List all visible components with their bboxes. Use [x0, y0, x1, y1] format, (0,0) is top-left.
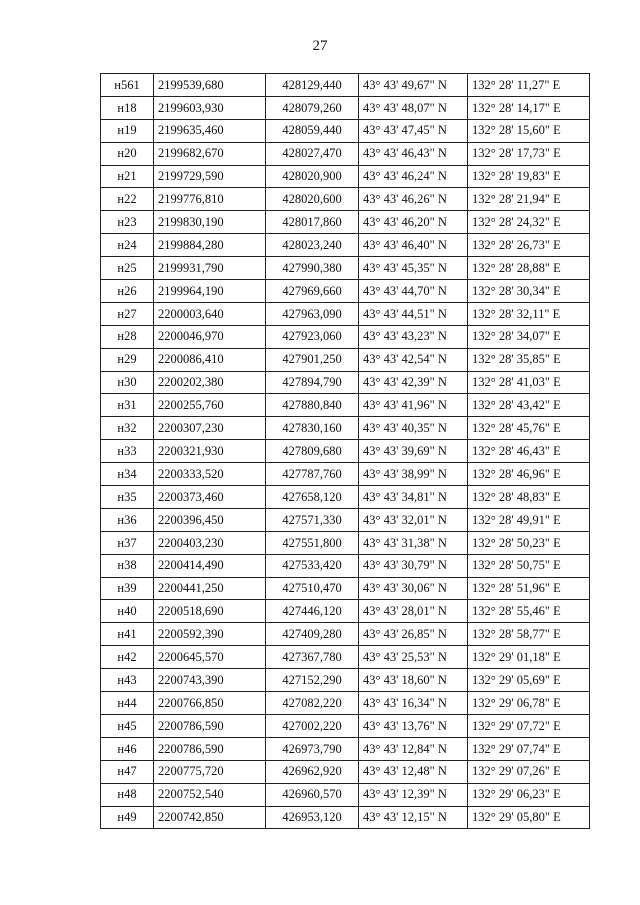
longitude-cell: 132° 29' 07,72" E	[468, 714, 590, 737]
table-row	[101, 142, 590, 165]
point-id-cell: н28	[101, 325, 154, 348]
table-row	[101, 646, 590, 669]
table-row	[101, 806, 590, 829]
latitude-cell: 43° 43' 26,85" N	[359, 623, 468, 646]
y-coordinate-cell: 427894,790	[266, 371, 359, 394]
latitude-cell: 43° 43' 18,60" N	[359, 669, 468, 692]
y-coordinate-cell: 428129,440	[266, 74, 359, 97]
point-id-cell: н42	[101, 646, 154, 669]
x-coordinate-cell: 2200373,460	[154, 486, 266, 509]
x-coordinate-cell: 2200003,640	[154, 302, 266, 325]
point-id-cell: н39	[101, 577, 154, 600]
longitude-cell: 132° 28' 48,83" E	[468, 486, 590, 509]
point-id-cell: н35	[101, 486, 154, 509]
x-coordinate-cell: 2200396,450	[154, 508, 266, 531]
latitude-cell: 43° 43' 12,39" N	[359, 783, 468, 806]
longitude-cell: 132° 28' 15,60" E	[468, 119, 590, 142]
point-id-cell: н27	[101, 302, 154, 325]
point-id-cell: н18	[101, 96, 154, 119]
longitude-cell: 132° 28' 45,76" E	[468, 417, 590, 440]
table-row	[101, 74, 590, 97]
latitude-cell: 43° 43' 49,67" N	[359, 74, 468, 97]
longitude-cell: 132° 29' 05,80" E	[468, 806, 590, 829]
longitude-cell: 132° 28' 46,43" E	[468, 440, 590, 463]
table-row	[101, 440, 590, 463]
x-coordinate-cell: 2200414,490	[154, 554, 266, 577]
latitude-cell: 43° 43' 46,40" N	[359, 234, 468, 257]
x-coordinate-cell: 2199964,190	[154, 280, 266, 303]
point-id-cell: н45	[101, 714, 154, 737]
y-coordinate-cell: 427409,280	[266, 623, 359, 646]
longitude-cell: 132° 29' 07,74" E	[468, 737, 590, 760]
latitude-cell: 43° 43' 38,99" N	[359, 463, 468, 486]
latitude-cell: 43° 43' 25,53" N	[359, 646, 468, 669]
x-coordinate-cell: 2200752,540	[154, 783, 266, 806]
longitude-cell: 132° 28' 32,11" E	[468, 302, 590, 325]
latitude-cell: 43° 43' 46,43" N	[359, 142, 468, 165]
point-id-cell: н19	[101, 119, 154, 142]
longitude-cell: 132° 28' 19,83" E	[468, 165, 590, 188]
latitude-cell: 43° 43' 41,96" N	[359, 394, 468, 417]
y-coordinate-cell: 427880,840	[266, 394, 359, 417]
table-row	[101, 531, 590, 554]
x-coordinate-cell: 2199884,280	[154, 234, 266, 257]
x-coordinate-cell: 2199830,190	[154, 211, 266, 234]
coordinates-table	[100, 73, 590, 829]
y-coordinate-cell: 426962,920	[266, 760, 359, 783]
y-coordinate-cell: 427830,160	[266, 417, 359, 440]
y-coordinate-cell: 427446,120	[266, 600, 359, 623]
point-id-cell: н36	[101, 508, 154, 531]
y-coordinate-cell: 426960,570	[266, 783, 359, 806]
y-coordinate-cell: 427923,060	[266, 325, 359, 348]
y-coordinate-cell: 426953,120	[266, 806, 359, 829]
x-coordinate-cell: 2200333,520	[154, 463, 266, 486]
x-coordinate-cell: 2200086,410	[154, 348, 266, 371]
point-id-cell: н561	[101, 74, 154, 97]
point-id-cell: н32	[101, 417, 154, 440]
y-coordinate-cell: 428027,470	[266, 142, 359, 165]
y-coordinate-cell: 427002,220	[266, 714, 359, 737]
table-row	[101, 577, 590, 600]
table-row	[101, 371, 590, 394]
x-coordinate-cell: 2200441,250	[154, 577, 266, 600]
latitude-cell: 43° 43' 30,06" N	[359, 577, 468, 600]
point-id-cell: н37	[101, 531, 154, 554]
x-coordinate-cell: 2200518,690	[154, 600, 266, 623]
y-coordinate-cell: 426973,790	[266, 737, 359, 760]
x-coordinate-cell: 2200775,720	[154, 760, 266, 783]
table-row	[101, 760, 590, 783]
point-id-cell: н30	[101, 371, 154, 394]
table-row	[101, 508, 590, 531]
table-row	[101, 234, 590, 257]
y-coordinate-cell: 428079,260	[266, 96, 359, 119]
latitude-cell: 43° 43' 46,26" N	[359, 188, 468, 211]
table-row	[101, 463, 590, 486]
latitude-cell: 43° 43' 44,70" N	[359, 280, 468, 303]
y-coordinate-cell: 427969,660	[266, 280, 359, 303]
longitude-cell: 132° 28' 55,46" E	[468, 600, 590, 623]
latitude-cell: 43° 43' 31,38" N	[359, 531, 468, 554]
y-coordinate-cell: 427551,800	[266, 531, 359, 554]
table-row	[101, 783, 590, 806]
x-coordinate-cell: 2199729,590	[154, 165, 266, 188]
point-id-cell: н34	[101, 463, 154, 486]
point-id-cell: н24	[101, 234, 154, 257]
latitude-cell: 43° 43' 12,84" N	[359, 737, 468, 760]
table-row	[101, 211, 590, 234]
table-row	[101, 669, 590, 692]
table-row	[101, 165, 590, 188]
table-row	[101, 280, 590, 303]
longitude-cell: 132° 28' 26,73" E	[468, 234, 590, 257]
x-coordinate-cell: 2200046,970	[154, 325, 266, 348]
point-id-cell: н21	[101, 165, 154, 188]
y-coordinate-cell: 427901,250	[266, 348, 359, 371]
y-coordinate-cell: 427082,220	[266, 692, 359, 715]
y-coordinate-cell: 427571,330	[266, 508, 359, 531]
point-id-cell: н49	[101, 806, 154, 829]
longitude-cell: 132° 28' 24,32" E	[468, 211, 590, 234]
y-coordinate-cell: 428020,900	[266, 165, 359, 188]
table-row	[101, 325, 590, 348]
point-id-cell: н23	[101, 211, 154, 234]
latitude-cell: 43° 43' 45,35" N	[359, 257, 468, 280]
longitude-cell: 132° 28' 17,73" E	[468, 142, 590, 165]
table-row	[101, 554, 590, 577]
x-coordinate-cell: 2199635,460	[154, 119, 266, 142]
y-coordinate-cell: 428059,440	[266, 119, 359, 142]
table-row	[101, 417, 590, 440]
longitude-cell: 132° 28' 11,27" E	[468, 74, 590, 97]
table-row	[101, 600, 590, 623]
longitude-cell: 132° 28' 34,07" E	[468, 325, 590, 348]
latitude-cell: 43° 43' 43,23" N	[359, 325, 468, 348]
x-coordinate-cell: 2200786,590	[154, 714, 266, 737]
x-coordinate-cell: 2200307,230	[154, 417, 266, 440]
latitude-cell: 43° 43' 32,01" N	[359, 508, 468, 531]
x-coordinate-cell: 2199682,670	[154, 142, 266, 165]
longitude-cell: 132° 28' 43,42" E	[468, 394, 590, 417]
x-coordinate-cell: 2200645,570	[154, 646, 266, 669]
y-coordinate-cell: 427533,420	[266, 554, 359, 577]
latitude-cell: 43° 43' 48,07" N	[359, 96, 468, 119]
latitude-cell: 43° 43' 16,34" N	[359, 692, 468, 715]
latitude-cell: 43° 43' 42,39" N	[359, 371, 468, 394]
table-row	[101, 486, 590, 509]
longitude-cell: 132° 28' 30,34" E	[468, 280, 590, 303]
longitude-cell: 132° 29' 06,23" E	[468, 783, 590, 806]
x-coordinate-cell: 2200592,390	[154, 623, 266, 646]
x-coordinate-cell: 2200742,850	[154, 806, 266, 829]
table-row	[101, 188, 590, 211]
y-coordinate-cell: 427510,470	[266, 577, 359, 600]
point-id-cell: н44	[101, 692, 154, 715]
longitude-cell: 132° 29' 06,78" E	[468, 692, 590, 715]
y-coordinate-cell: 427152,290	[266, 669, 359, 692]
longitude-cell: 132° 28' 46,96" E	[468, 463, 590, 486]
x-coordinate-cell: 2200743,390	[154, 669, 266, 692]
coordinates-table-body	[101, 74, 590, 829]
longitude-cell: 132° 28' 58,77" E	[468, 623, 590, 646]
longitude-cell: 132° 29' 01,18" E	[468, 646, 590, 669]
latitude-cell: 43° 43' 12,48" N	[359, 760, 468, 783]
longitude-cell: 132° 28' 50,23" E	[468, 531, 590, 554]
longitude-cell: 132° 28' 50,75" E	[468, 554, 590, 577]
table-row	[101, 623, 590, 646]
latitude-cell: 43° 43' 12,15" N	[359, 806, 468, 829]
x-coordinate-cell: 2199931,790	[154, 257, 266, 280]
point-id-cell: н40	[101, 600, 154, 623]
table-row	[101, 348, 590, 371]
table-row	[101, 119, 590, 142]
x-coordinate-cell: 2200786,590	[154, 737, 266, 760]
x-coordinate-cell: 2200255,760	[154, 394, 266, 417]
longitude-cell: 132° 28' 28,88" E	[468, 257, 590, 280]
point-id-cell: н38	[101, 554, 154, 577]
x-coordinate-cell: 2200403,230	[154, 531, 266, 554]
point-id-cell: н29	[101, 348, 154, 371]
y-coordinate-cell: 427990,380	[266, 257, 359, 280]
latitude-cell: 43° 43' 34,81" N	[359, 486, 468, 509]
point-id-cell: н31	[101, 394, 154, 417]
point-id-cell: н43	[101, 669, 154, 692]
table-row	[101, 96, 590, 119]
point-id-cell: н46	[101, 737, 154, 760]
longitude-cell: 132° 28' 21,94" E	[468, 188, 590, 211]
point-id-cell: н25	[101, 257, 154, 280]
longitude-cell: 132° 28' 14,17" E	[468, 96, 590, 119]
y-coordinate-cell: 428017,860	[266, 211, 359, 234]
point-id-cell: н47	[101, 760, 154, 783]
latitude-cell: 43° 43' 28,01" N	[359, 600, 468, 623]
x-coordinate-cell: 2199539,680	[154, 74, 266, 97]
point-id-cell: н41	[101, 623, 154, 646]
longitude-cell: 132° 28' 41,03" E	[468, 371, 590, 394]
latitude-cell: 43° 43' 42,54" N	[359, 348, 468, 371]
y-coordinate-cell: 427367,780	[266, 646, 359, 669]
x-coordinate-cell: 2199776,810	[154, 188, 266, 211]
y-coordinate-cell: 428023,240	[266, 234, 359, 257]
latitude-cell: 43° 43' 30,79" N	[359, 554, 468, 577]
latitude-cell: 43° 43' 44,51" N	[359, 302, 468, 325]
point-id-cell: н26	[101, 280, 154, 303]
latitude-cell: 43° 43' 46,20" N	[359, 211, 468, 234]
y-coordinate-cell: 427963,090	[266, 302, 359, 325]
longitude-cell: 132° 28' 51,96" E	[468, 577, 590, 600]
table-row	[101, 737, 590, 760]
latitude-cell: 43° 43' 46,24" N	[359, 165, 468, 188]
longitude-cell: 132° 29' 07,26" E	[468, 760, 590, 783]
point-id-cell: н20	[101, 142, 154, 165]
latitude-cell: 43° 43' 13,76" N	[359, 714, 468, 737]
table-row	[101, 302, 590, 325]
latitude-cell: 43° 43' 47,45" N	[359, 119, 468, 142]
point-id-cell: н33	[101, 440, 154, 463]
page-number: 27	[312, 38, 328, 54]
longitude-cell: 132° 29' 05,69" E	[468, 669, 590, 692]
x-coordinate-cell: 2200202,380	[154, 371, 266, 394]
table-row	[101, 394, 590, 417]
table-row	[101, 692, 590, 715]
x-coordinate-cell: 2200321,930	[154, 440, 266, 463]
point-id-cell: н48	[101, 783, 154, 806]
y-coordinate-cell: 428020,600	[266, 188, 359, 211]
longitude-cell: 132° 28' 35,85" E	[468, 348, 590, 371]
latitude-cell: 43° 43' 40,35" N	[359, 417, 468, 440]
table-row	[101, 714, 590, 737]
x-coordinate-cell: 2199603,930	[154, 96, 266, 119]
x-coordinate-cell: 2200766,850	[154, 692, 266, 715]
y-coordinate-cell: 427809,680	[266, 440, 359, 463]
y-coordinate-cell: 427787,760	[266, 463, 359, 486]
point-id-cell: н22	[101, 188, 154, 211]
latitude-cell: 43° 43' 39,69" N	[359, 440, 468, 463]
table-row	[101, 257, 590, 280]
y-coordinate-cell: 427658,120	[266, 486, 359, 509]
longitude-cell: 132° 28' 49,91" E	[468, 508, 590, 531]
